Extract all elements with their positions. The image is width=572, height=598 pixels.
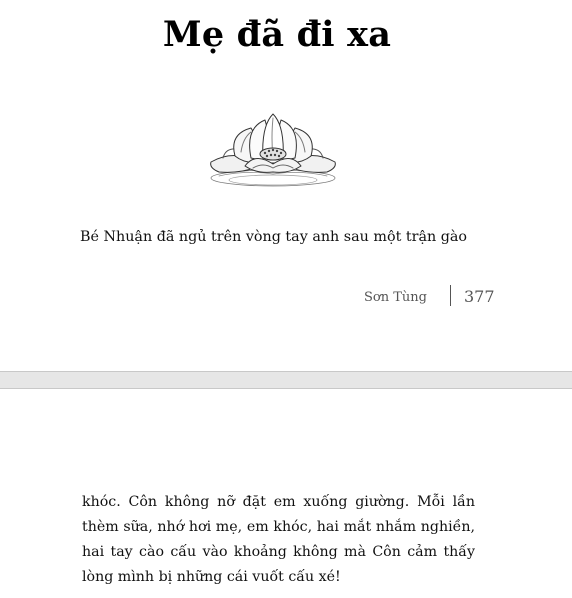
footer-author: Sơn Tùng <box>364 290 427 305</box>
text-line: lòng mình bị những cái vuốt cấu xé! <box>82 569 341 585</box>
text-line: thèm sữa, nhớ hơi mẹ, em khóc, hai mắt nhắm nghiền, <box>82 519 475 535</box>
page-378 <box>0 389 572 598</box>
lotus-flower-icon <box>205 112 341 192</box>
text-line: Bé Nhuận đã ngủ trên vòng tay anh sau một trận gào <box>80 229 468 245</box>
body-paragraph <box>82 490 475 590</box>
page-number: 377 <box>464 287 495 306</box>
chapter-title: Mẹ đã đi xa <box>162 14 392 55</box>
footer-divider <box>450 285 451 306</box>
text-line: khóc. Côn không nỡ đặt em xuống giường. Mỗi lần <box>82 494 475 510</box>
page-break-separator <box>0 371 572 389</box>
text-line: hai tay cào cấu vào khoảng không mà Côn cảm thấy <box>82 544 475 560</box>
